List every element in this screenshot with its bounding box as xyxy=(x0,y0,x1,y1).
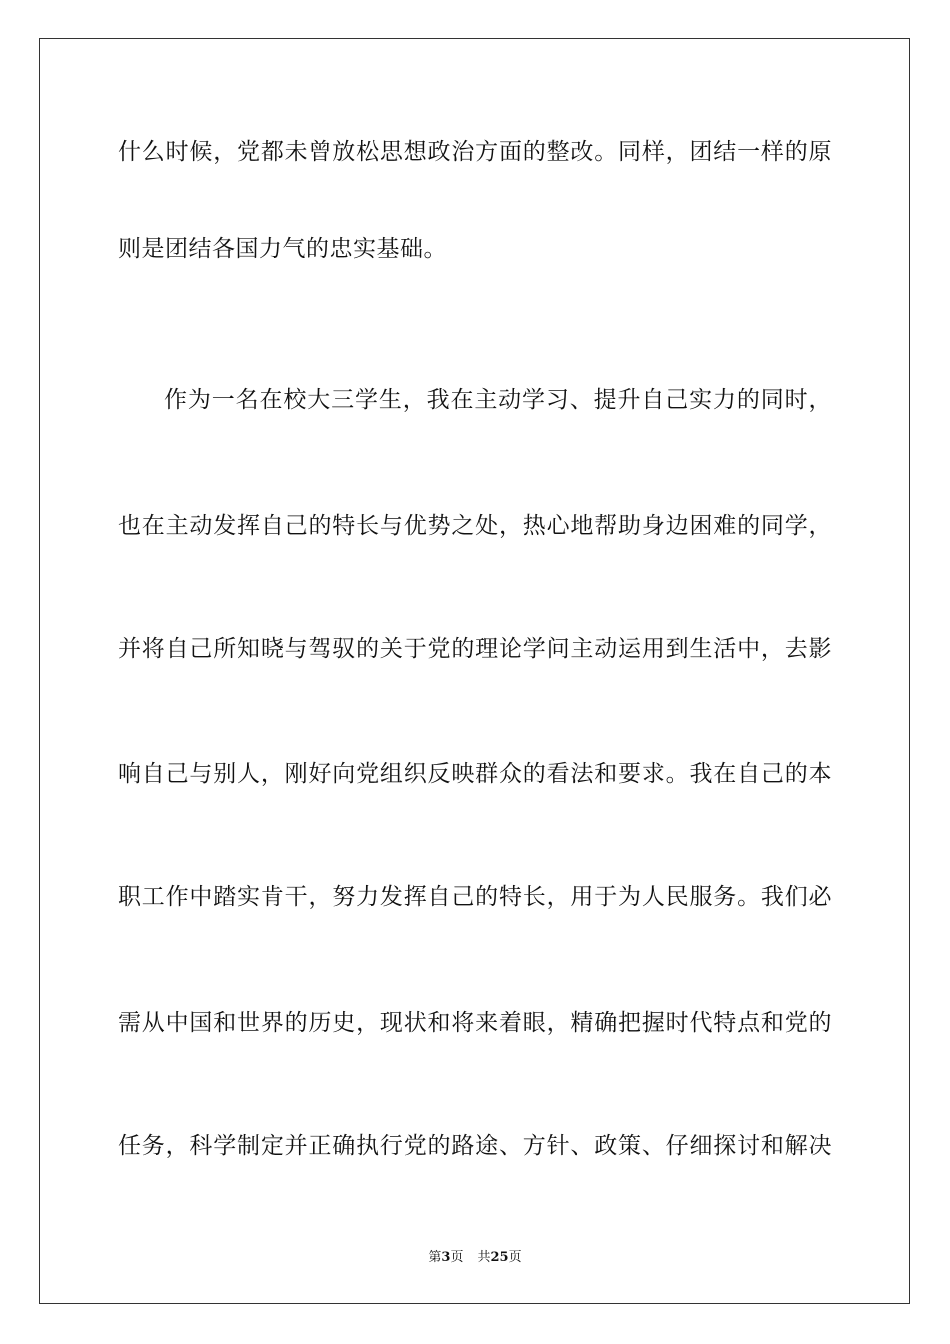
paragraph-line: 也在主动发挥自己的特长与优势之处，热心地帮助身边困难的同学， xyxy=(118,513,832,539)
page-footer xyxy=(0,1246,950,1265)
page-border xyxy=(39,38,910,1304)
page-suffix: 页 xyxy=(450,1250,464,1265)
page-current: 3 xyxy=(441,1250,451,1265)
paragraph-line: 并将自己所知晓与驾驭的关于党的理论学问主动运用到生活中，去影 xyxy=(118,636,832,662)
paragraph-line: 则是团结各国力气的忠实基础。 xyxy=(118,236,447,262)
page-total: 25 xyxy=(490,1250,509,1265)
paragraph-line: 职工作中踏实肯干，努力发挥自己的特长，用于为人民服务。我们必 xyxy=(118,884,832,910)
page-prefix: 第 xyxy=(428,1250,442,1265)
paragraph-line: 什么时候，党都未曾放松思想政治方面的整改。同样，团结一样的原 xyxy=(118,139,832,165)
paragraph-line: 需从中国和世界的历史，现状和将来着眼，精确把握时代特点和党的 xyxy=(118,1010,832,1036)
paragraph-line: 响自己与别人，刚好向党组织反映群众的看法和要求。我在自己的本 xyxy=(118,761,832,787)
paragraph-line: 任务，科学制定并正确执行党的路途、方针、政策、仔细探讨和解决 xyxy=(118,1133,832,1159)
total-prefix: 共 xyxy=(477,1250,491,1265)
total-suffix: 页 xyxy=(508,1250,522,1265)
paragraph-line: 作为一名在校大三学生，我在主动学习、提升自己实力的同时， xyxy=(164,387,832,413)
